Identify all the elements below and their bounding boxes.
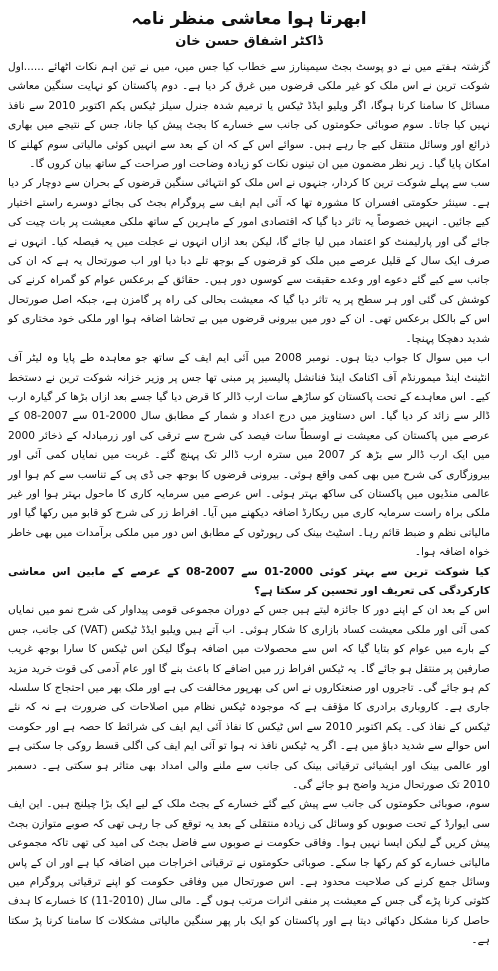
article-title: ابھرتا ہوا معاشی منظر نامہ	[131, 9, 367, 29]
paragraph-provincial-budgets: سوم، صوبائی حکومتوں کی جانب سے پیش کیے گئے خسارے کے بجٹ ملک کے لیے ایک بڑا چیلنج ہیں۔ این ایف سی ایوارڈ کے تحت صوبوں کو وسائل کی زیادہ منتقلی کے بعد یہ توقع کی جا رہی تھی کہ صوبے متوازن بجٹ پیش کریں گے لیکن ایسا نہیں ہوا۔ وفاقی حکومت نے صوبوں سے فاضل بجٹ کی امید کی تھی تاکہ مجموعی مالیاتی خسارے کو کم رکھا جا سکے۔ صوبائی حکومتوں نے ترقیاتی اخراجات میں اضافہ کیا ہے اور ان کے پاس وسائل جمع کرنے کی صلاحیت محدود ہے۔ اس صورتحال میں وفاقی حکومت کو اپنے ترقیاتی پروگرام میں کٹوتی کرنا پڑے گی جس کے معیشت پر منفی اثرات مرتب ہوں گے۔ مالی سال (2010-11) کا خسارے کا ہدف حاصل کرنا مشکل دکھائی دیتا ہے اور پاکستان کو ایک بار پھر سنگین مالیاتی مشکلات کا سامنا کرنا پڑ سکتا ہے۔	[7, 798, 490, 947]
article-author: ڈاکٹر اشفاق حسن خان	[175, 34, 323, 49]
paragraph-shaukat-tarin: سب سے پہلے شوکت ترین کا کردار، جنہوں نے اس ملک کو انتہائی سنگین قرضوں کے بحران سے دوچار کر دیا ہے۔ سینئر حکومتی افسران کا مشورہ تھا کہ آئی ایم ایف سے پروگرام بجٹ کی بجائے دوسرے راستے اختیار کیے جائیں۔ انہیں خصوصاً یہ تاثر دیا گیا کہ اقتصادی امور کے ماہرین کے ساتھ ملکی معیشت پر بات چیت کی جائے گی اور پارلیمنٹ کو اعتماد میں لیا جائے گا، لیکن بعد ازاں انہوں نے عجلت میں یہ فیصلہ کیا۔ انہوں نے صرف ایک سال کے قلیل عرصے میں ملک کو قرضوں کے بوجھ تلے دبا دیا اور اب صورتحال یہ ہے کہ ان کی جانب سے کیے گئے دعوے اور وعدے حقیقت سے کوسوں دور ہیں۔ حقائق کے برعکس عوام کو گمراہ کرنے کی کوشش کی گئی اور ہر سطح پر یہ تاثر دیا گیا کہ معیشت بحالی کی راہ پر گامزن ہے، جبکہ اصل صورتحال اس کے بالکل برعکس تھی۔ ان کے دور میں بیرونی قرضوں میں بے تحاشا اضافہ ہوا اور ملکی خود مختاری کو شدید دھچکا پہنچا۔	[8, 177, 490, 345]
paragraph-intro: گزشتہ ہفتے میں نے دو پوسٹ بجٹ سیمینارز سے خطاب کیا جس میں، میں نے تین اہم نکات اٹھائے ......اول شوکت ترین نے اس ملک کو غیر ملکی قرضوں میں غرق کر دیا ہے۔ دوم پاکستان کو نہایت سنگین معاشی مسائل کا سامنا کرنا ہوگا، اگر ویلیو ایڈڈ ٹیکس یا ترمیم شدہ جنرل سیلز ٹیکس یکم اکتوبر 2010 سے نافذ نہیں کیا جاتا۔ سوم صوبائی حکومتوں کی جانب سے خسارے کا بجٹ پیش کیا جانا، جس کے نتیجے میں بھاری ذرائع اور وسائل منتقل کیے جا رہے ہیں۔ سوائے اس کے کہ ان کے بعد سے انہیں کوئی مالیاتی سوم کھلنے کا امکان پایا گیا۔ زیر نظر مضمون میں ان تینوں نکات کو زیادہ وضاحت اور صراحت کے ساتھ بیان کروں گا۔	[8, 61, 490, 171]
paragraph-vat: اس کے بعد ان کے اپنے دور کا جائزہ لیتے ہیں جس کے دوران مجموعی قومی پیداوار کی شرح نمو میں نمایاں کمی آئی اور ملکی معیشت کساد بازاری کا شکار ہوئی۔ اب آتے ہیں ویلیو ایڈڈ ٹیکس (VAT) کی جانب، جس کے بارے میں عوام کو بتایا گیا کہ اس سے محصولات میں اضافہ ہوگا لیکن اس ٹیکس کا سارا بوجھ غریب صارفین پر منتقل ہو جائے گا۔ یہ ٹیکس افراط زر میں اضافے کا باعث بنے گا اور عام آدمی کی قوت خرید مزید کم ہو جائے گی۔ تاجروں اور صنعتکاروں نے اس کی بھرپور مخالفت کی ہے اور ملک بھر میں احتجاج کا سلسلہ جاری ہے۔ کاروباری برادری کا مؤقف ہے کہ موجودہ ٹیکس نظام میں اصلاحات کی ضرورت ہے نہ کہ نئے ٹیکس کے نفاذ کی۔ یکم اکتوبر 2010 سے اس ٹیکس کا نفاذ آئی ایم ایف کی شرائط کا حصہ ہے اور حکومت اس حوالے سے شدید دباؤ میں ہے۔ اگر یہ ٹیکس نافذ نہ ہوا تو آئی ایم ایف کی اگلی قسط روکی جا سکتی ہے اور عالمی بینک اور ایشیائی ترقیاتی بینک کی جانب سے ملنے والی امداد بھی متاثر ہو سکتی ہے۔ دسمبر 2010 تک صورتحال مزید واضح ہو جائے گی۔	[8, 604, 490, 792]
paragraph-question: کیا شوکت ترین سے بہتر کوئی 2000-01 سے 2007-08 کے عرصے کے مابین اس معاشی کارکردگی کی تعریف اور تحسین کر سکتا ہے؟	[8, 565, 490, 597]
article-body	[8, 58, 490, 951]
paragraph-imf-agreement: اب میں سوال کا جواب دیتا ہوں۔ نومبر 2008 میں آئی ایم ایف کے ساتھ جو معاہدہ طے پایا وہ لیٹر آف انٹینٹ اینڈ میمورنڈم آف اکنامک اینڈ فنانشل پالیسیز پر مبنی تھا جس پر وزیر خزانہ شوکت ترین نے دستخط کیے۔ اس معاہدے کے تحت پاکستان کو ساڑھے سات ارب ڈالر کا قرض دیا گیا جسے بعد ازاں بڑھا کر گیارہ ارب ڈالر سے زائد کر دیا گیا۔ اس دستاویز میں درج اعداد و شمار کے مطابق سال 2000-01 سے 2007-08 کے عرصے میں پاکستان کی معیشت نے اوسطاً سات فیصد کی شرح سے ترقی کی اور زرمبادلہ کے ذخائر 2000 میں ایک ارب ڈالر سے بڑھ کر 2007 میں سترہ ارب ڈالر تک پہنچ گئے۔ غربت میں نمایاں کمی آئی اور بیروزگاری کی شرح میں بھی کمی واقع ہوئی۔ بیرونی قرضوں کا بوجھ جی ڈی پی کے تناسب سے کم ہوا اور عالمی منڈیوں میں پاکستان کی ساکھ بہتر ہوئی۔ اس عرصے میں سرمایہ کاری کا ماحول بہتر ہوا اور غیر ملکی براہ راست سرمایہ کاری میں ریکارڈ اضافہ دیکھنے میں آیا۔ افراط زر کی شرح کو قابو میں رکھا گیا اور مالیاتی نظم و ضبط قائم رہا۔ اسٹیٹ بینک کی رپورٹوں کے مطابق اس دور میں ملکی برآمدات میں بھی خاطر خواہ اضافہ ہوا۔	[8, 352, 490, 559]
